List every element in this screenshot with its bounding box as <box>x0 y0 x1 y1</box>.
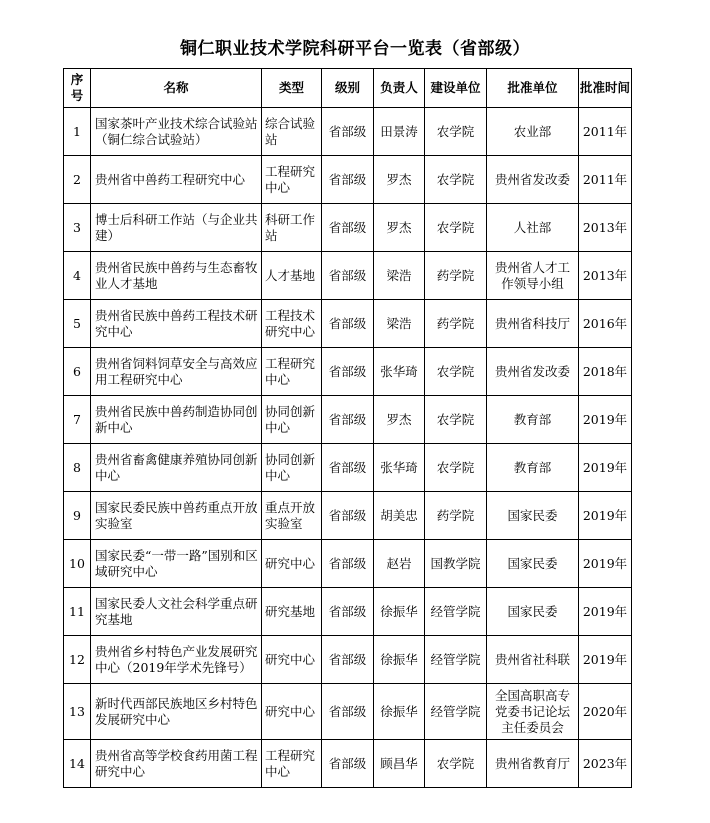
cell-type: 研究中心 <box>262 636 322 684</box>
page-title: 铜仁职业技术学院科研平台一览表（省部级） <box>180 39 530 59</box>
table-row <box>64 492 632 540</box>
cell-level: 省部级 <box>322 396 374 444</box>
cell-type: 工程研究中心 <box>262 740 322 788</box>
cell-time: 2016年 <box>579 300 632 348</box>
cell-name: 国家民委人文社会科学重点研究基地 <box>91 588 262 636</box>
cell-owner: 赵岩 <box>374 540 425 588</box>
cell-owner: 胡美忠 <box>374 492 425 540</box>
cell-type: 工程研究中心 <box>262 348 322 396</box>
table-row <box>64 740 632 788</box>
table-row <box>64 300 632 348</box>
cell-time: 2020年 <box>579 684 632 740</box>
cell-time: 2019年 <box>579 492 632 540</box>
cell-type: 研究基地 <box>262 588 322 636</box>
cell-level: 省部级 <box>322 740 374 788</box>
cell-unit: 经管学院 <box>425 684 487 740</box>
cell-unit: 药学院 <box>425 300 487 348</box>
cell-type: 协同创新中心 <box>262 444 322 492</box>
cell-type: 工程技术研究中心 <box>262 300 322 348</box>
cell-unit: 国教学院 <box>425 540 487 588</box>
header-row <box>64 69 632 108</box>
cell-seq: 10 <box>64 540 91 588</box>
cell-seq: 1 <box>64 108 91 156</box>
cell-approver: 农业部 <box>487 108 579 156</box>
cell-level: 省部级 <box>322 156 374 204</box>
cell-name: 新时代西部民族地区乡村特色发展研究中心 <box>91 684 262 740</box>
cell-unit: 经管学院 <box>425 588 487 636</box>
cell-level: 省部级 <box>322 252 374 300</box>
cell-approver: 教育部 <box>487 444 579 492</box>
cell-name: 贵州省高等学校食药用菌工程研究中心 <box>91 740 262 788</box>
cell-level: 省部级 <box>322 444 374 492</box>
cell-name: 贵州省饲料饲草安全与高效应用工程研究中心 <box>91 348 262 396</box>
cell-seq: 14 <box>64 740 91 788</box>
cell-level: 省部级 <box>322 684 374 740</box>
table-row <box>64 108 632 156</box>
table-row <box>64 252 632 300</box>
cell-unit: 农学院 <box>425 156 487 204</box>
cell-type: 科研工作站 <box>262 204 322 252</box>
cell-seq: 9 <box>64 492 91 540</box>
cell-level: 省部级 <box>322 204 374 252</box>
cell-seq: 4 <box>64 252 91 300</box>
cell-time: 2019年 <box>579 588 632 636</box>
cell-time: 2019年 <box>579 540 632 588</box>
cell-owner: 梁浩 <box>374 300 425 348</box>
cell-seq: 12 <box>64 636 91 684</box>
cell-level: 省部级 <box>322 540 374 588</box>
cell-name: 国家民委“一带一路”国别和区域研究中心 <box>91 540 262 588</box>
cell-seq: 7 <box>64 396 91 444</box>
cell-approver: 贵州省人才工作领导小组 <box>487 252 579 300</box>
cell-name: 贵州省民族中兽药与生态畜牧业人才基地 <box>91 252 262 300</box>
cell-approver: 贵州省发改委 <box>487 348 579 396</box>
cell-seq: 8 <box>64 444 91 492</box>
header-unit: 建设单位 <box>425 69 487 108</box>
cell-owner: 徐振华 <box>374 588 425 636</box>
cell-type: 协同创新中心 <box>262 396 322 444</box>
cell-time: 2019年 <box>579 396 632 444</box>
table-row <box>64 636 632 684</box>
cell-unit: 农学院 <box>425 444 487 492</box>
cell-level: 省部级 <box>322 636 374 684</box>
header-seq: 序号 <box>64 69 91 108</box>
cell-owner: 徐振华 <box>374 684 425 740</box>
cell-approver: 人社部 <box>487 204 579 252</box>
cell-owner: 梁浩 <box>374 252 425 300</box>
table-row <box>64 684 632 740</box>
cell-unit: 农学院 <box>425 396 487 444</box>
cell-unit: 经管学院 <box>425 636 487 684</box>
cell-unit: 农学院 <box>425 348 487 396</box>
cell-time: 2018年 <box>579 348 632 396</box>
header-type: 类型 <box>262 69 322 108</box>
table-row <box>64 204 632 252</box>
header-name: 名称 <box>91 69 262 108</box>
cell-seq: 11 <box>64 588 91 636</box>
cell-owner: 徐振华 <box>374 636 425 684</box>
cell-seq: 3 <box>64 204 91 252</box>
cell-owner: 田景涛 <box>374 108 425 156</box>
cell-seq: 2 <box>64 156 91 204</box>
platform-table <box>63 68 632 788</box>
cell-owner: 张华琦 <box>374 348 425 396</box>
cell-type: 研究中心 <box>262 684 322 740</box>
table-row <box>64 444 632 492</box>
cell-type: 综合试验站 <box>262 108 322 156</box>
cell-seq: 13 <box>64 684 91 740</box>
cell-time: 2011年 <box>579 156 632 204</box>
cell-name: 国家茶叶产业技术综合试验站（铜仁综合试验站） <box>91 108 262 156</box>
header-owner: 负责人 <box>374 69 425 108</box>
table-row <box>64 588 632 636</box>
cell-time: 2023年 <box>579 740 632 788</box>
cell-level: 省部级 <box>322 492 374 540</box>
cell-seq: 6 <box>64 348 91 396</box>
cell-approver: 国家民委 <box>487 588 579 636</box>
cell-name: 博士后科研工作站（与企业共建） <box>91 204 262 252</box>
table-row <box>64 396 632 444</box>
cell-unit: 药学院 <box>425 252 487 300</box>
cell-unit: 药学院 <box>425 492 487 540</box>
cell-time: 2013年 <box>579 204 632 252</box>
cell-owner: 罗杰 <box>374 204 425 252</box>
cell-name: 贵州省民族中兽药工程技术研究中心 <box>91 300 262 348</box>
header-time: 批准时间 <box>579 69 632 108</box>
cell-type: 重点开放实验室 <box>262 492 322 540</box>
cell-name: 贵州省畜禽健康养殖协同创新中心 <box>91 444 262 492</box>
table-row <box>64 540 632 588</box>
cell-unit: 农学院 <box>425 204 487 252</box>
cell-approver: 贵州省社科联 <box>487 636 579 684</box>
cell-level: 省部级 <box>322 588 374 636</box>
cell-level: 省部级 <box>322 348 374 396</box>
header-approver: 批准单位 <box>487 69 579 108</box>
cell-level: 省部级 <box>322 300 374 348</box>
table-row <box>64 348 632 396</box>
cell-name: 贵州省乡村特色产业发展研究中心（2019年学术先锋号） <box>91 636 262 684</box>
cell-time: 2019年 <box>579 444 632 492</box>
cell-name: 贵州省中兽药工程研究中心 <box>91 156 262 204</box>
cell-approver: 贵州省科技厅 <box>487 300 579 348</box>
cell-approver: 贵州省发改委 <box>487 156 579 204</box>
cell-owner: 罗杰 <box>374 396 425 444</box>
cell-approver: 国家民委 <box>487 492 579 540</box>
cell-type: 研究中心 <box>262 540 322 588</box>
cell-level: 省部级 <box>322 108 374 156</box>
cell-approver: 国家民委 <box>487 540 579 588</box>
cell-unit: 农学院 <box>425 108 487 156</box>
cell-owner: 张华琦 <box>374 444 425 492</box>
cell-seq: 5 <box>64 300 91 348</box>
cell-name: 国家民委民族中兽药重点开放实验室 <box>91 492 262 540</box>
cell-time: 2013年 <box>579 252 632 300</box>
cell-name: 贵州省民族中兽药制造协同创新中心 <box>91 396 262 444</box>
cell-time: 2019年 <box>579 636 632 684</box>
header-level: 级别 <box>322 69 374 108</box>
cell-type: 工程研究中心 <box>262 156 322 204</box>
cell-approver: 贵州省教育厅 <box>487 740 579 788</box>
table-row <box>64 156 632 204</box>
cell-unit: 农学院 <box>425 740 487 788</box>
cell-owner: 罗杰 <box>374 156 425 204</box>
cell-owner: 顾昌华 <box>374 740 425 788</box>
cell-type: 人才基地 <box>262 252 322 300</box>
cell-approver: 全国高职高专党委书记论坛主任委员会 <box>487 684 579 740</box>
cell-time: 2011年 <box>579 108 632 156</box>
cell-approver: 教育部 <box>487 396 579 444</box>
